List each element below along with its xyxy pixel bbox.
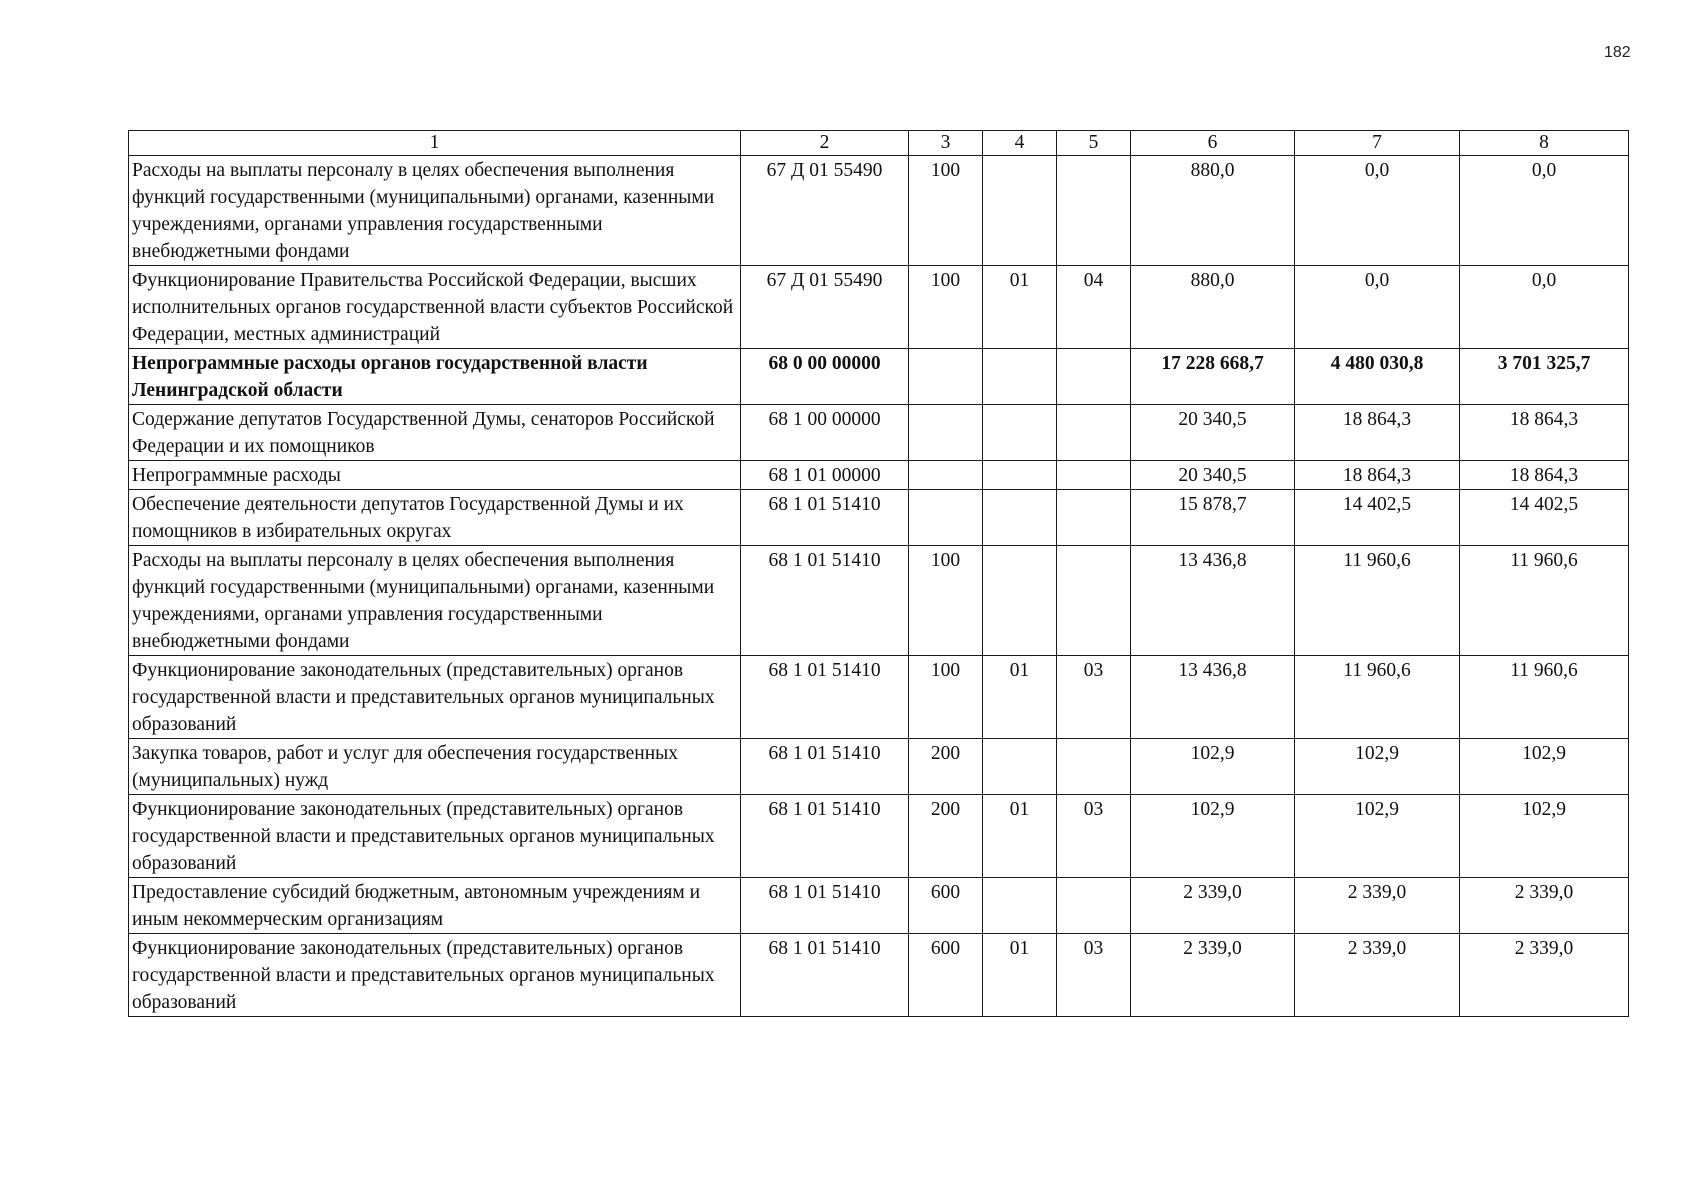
column-number-row	[129, 131, 1629, 156]
table-row	[129, 795, 1629, 878]
row-value-col8-cell: 14 402,5	[1460, 490, 1629, 546]
row-value-col8-cell: 11 960,6	[1460, 546, 1629, 656]
row-expense-type-cell	[909, 349, 983, 405]
row-value-col7-cell: 18 864,3	[1295, 461, 1460, 490]
row-name-cell: Функционирование законодательных (представительных) органов государственной власти и представительных органов муниципальных образований	[129, 934, 741, 1017]
row-value-col6-cell: 17 228 668,7	[1131, 349, 1295, 405]
row-value-col7-cell: 0,0	[1295, 156, 1460, 266]
row-expense-type-cell	[909, 405, 983, 461]
row-subsection-cell: 04	[1057, 266, 1131, 349]
row-value-col7-cell: 4 480 030,8	[1295, 349, 1460, 405]
row-expense-type-cell: 100	[909, 156, 983, 266]
row-section-cell: 01	[983, 795, 1057, 878]
row-subsection-cell	[1057, 405, 1131, 461]
row-code-cell: 68 0 00 00000	[741, 349, 909, 405]
row-name-cell: Содержание депутатов Государственной Думы, сенаторов Российской Федерации и их помощников	[129, 405, 741, 461]
column-header-6: 6	[1131, 131, 1295, 156]
row-code-cell: 68 1 01 51410	[741, 546, 909, 656]
row-value-col7-cell: 11 960,6	[1295, 546, 1460, 656]
row-value-col8-cell: 0,0	[1460, 266, 1629, 349]
row-code-cell: 68 1 01 51410	[741, 739, 909, 795]
row-section-cell	[983, 490, 1057, 546]
row-code-cell: 68 1 01 51410	[741, 934, 909, 1017]
row-name-cell: Функционирование законодательных (представительных) органов государственной власти и представительных органов муниципальных образований	[129, 795, 741, 878]
table-row	[129, 405, 1629, 461]
row-subsection-cell: 03	[1057, 656, 1131, 739]
row-value-col7-cell: 102,9	[1295, 739, 1460, 795]
row-section-cell: 01	[983, 934, 1057, 1017]
row-name-cell: Функционирование законодательных (представительных) органов государственной власти и представительных органов муниципальных образований	[129, 656, 741, 739]
row-value-col6-cell: 13 436,8	[1131, 546, 1295, 656]
row-name-cell: Обеспечение деятельности депутатов Государственной Думы и их помощников в избирательных округах	[129, 490, 741, 546]
row-section-cell	[983, 546, 1057, 656]
table-row	[129, 546, 1629, 656]
column-header-3: 3	[909, 131, 983, 156]
row-expense-type-cell: 100	[909, 266, 983, 349]
row-value-col8-cell: 2 339,0	[1460, 878, 1629, 934]
row-subsection-cell	[1057, 461, 1131, 490]
row-value-col7-cell: 0,0	[1295, 266, 1460, 349]
row-value-col8-cell: 3 701 325,7	[1460, 349, 1629, 405]
row-expense-type-cell	[909, 461, 983, 490]
table-row	[129, 878, 1629, 934]
row-expense-type-cell: 200	[909, 795, 983, 878]
row-name-cell: Функционирование Правительства Российской Федерации, высших исполнительных органов государственной власти субъектов Российской Федерации, местных администраций	[129, 266, 741, 349]
table-row	[129, 156, 1629, 266]
row-code-cell: 68 1 00 00000	[741, 405, 909, 461]
row-code-cell: 68 1 01 00000	[741, 461, 909, 490]
column-header-5: 5	[1057, 131, 1131, 156]
page-number: 182	[1604, 44, 1631, 61]
row-value-col8-cell: 2 339,0	[1460, 934, 1629, 1017]
row-value-col7-cell: 2 339,0	[1295, 878, 1460, 934]
row-value-col8-cell: 102,9	[1460, 739, 1629, 795]
row-value-col8-cell: 18 864,3	[1460, 461, 1629, 490]
row-section-cell	[983, 739, 1057, 795]
table-row	[129, 656, 1629, 739]
row-code-cell: 67 Д 01 55490	[741, 266, 909, 349]
row-code-cell: 67 Д 01 55490	[741, 156, 909, 266]
row-name-cell: Предоставление субсидий бюджетным, автономным учреждениям и иным некоммерческим организациям	[129, 878, 741, 934]
table-row	[129, 349, 1629, 405]
row-value-col6-cell: 102,9	[1131, 739, 1295, 795]
row-section-cell	[983, 349, 1057, 405]
row-section-cell	[983, 878, 1057, 934]
row-expense-type-cell	[909, 490, 983, 546]
row-expense-type-cell: 200	[909, 739, 983, 795]
row-subsection-cell	[1057, 490, 1131, 546]
column-header-8: 8	[1460, 131, 1629, 156]
row-subsection-cell	[1057, 349, 1131, 405]
row-value-col6-cell: 20 340,5	[1131, 461, 1295, 490]
row-subsection-cell	[1057, 546, 1131, 656]
row-value-col7-cell: 11 960,6	[1295, 656, 1460, 739]
row-value-col7-cell: 102,9	[1295, 795, 1460, 878]
table-row	[129, 739, 1629, 795]
row-value-col8-cell: 11 960,6	[1460, 656, 1629, 739]
row-value-col8-cell: 102,9	[1460, 795, 1629, 878]
row-name-cell: Расходы на выплаты персоналу в целях обеспечения выполнения функций государственными (муниципальными) органами, казенными учреждениями, органами управления государственными внебюджетными фондами	[129, 546, 741, 656]
row-code-cell: 68 1 01 51410	[741, 490, 909, 546]
row-code-cell: 68 1 01 51410	[741, 878, 909, 934]
row-section-cell	[983, 461, 1057, 490]
row-name-cell: Непрограммные расходы	[129, 461, 741, 490]
row-value-col6-cell: 15 878,7	[1131, 490, 1295, 546]
row-subsection-cell	[1057, 878, 1131, 934]
row-subsection-cell	[1057, 739, 1131, 795]
row-subsection-cell	[1057, 156, 1131, 266]
column-header-2: 2	[741, 131, 909, 156]
row-subsection-cell: 03	[1057, 795, 1131, 878]
column-header-4: 4	[983, 131, 1057, 156]
row-value-col6-cell: 880,0	[1131, 266, 1295, 349]
row-value-col7-cell: 14 402,5	[1295, 490, 1460, 546]
budget-table	[128, 130, 1629, 1017]
row-expense-type-cell: 600	[909, 934, 983, 1017]
row-value-col6-cell: 2 339,0	[1131, 878, 1295, 934]
row-name-cell: Закупка товаров, работ и услуг для обеспечения государственных (муниципальных) нужд	[129, 739, 741, 795]
row-section-cell	[983, 156, 1057, 266]
row-value-col6-cell: 20 340,5	[1131, 405, 1295, 461]
table-row	[129, 934, 1629, 1017]
row-code-cell: 68 1 01 51410	[741, 795, 909, 878]
row-expense-type-cell: 100	[909, 656, 983, 739]
row-value-col8-cell: 0,0	[1460, 156, 1629, 266]
row-value-col6-cell: 880,0	[1131, 156, 1295, 266]
row-value-col6-cell: 2 339,0	[1131, 934, 1295, 1017]
table-row	[129, 461, 1629, 490]
row-expense-type-cell: 600	[909, 878, 983, 934]
row-value-col7-cell: 18 864,3	[1295, 405, 1460, 461]
row-subsection-cell: 03	[1057, 934, 1131, 1017]
row-value-col7-cell: 2 339,0	[1295, 934, 1460, 1017]
row-section-cell: 01	[983, 656, 1057, 739]
row-name-cell: Непрограммные расходы органов государственной власти Ленинградской области	[129, 349, 741, 405]
row-value-col6-cell: 13 436,8	[1131, 656, 1295, 739]
column-header-1: 1	[129, 131, 741, 156]
row-code-cell: 68 1 01 51410	[741, 656, 909, 739]
row-expense-type-cell: 100	[909, 546, 983, 656]
row-section-cell: 01	[983, 266, 1057, 349]
table-row	[129, 490, 1629, 546]
row-value-col6-cell: 102,9	[1131, 795, 1295, 878]
column-header-7: 7	[1295, 131, 1460, 156]
row-name-cell: Расходы на выплаты персоналу в целях обеспечения выполнения функций государственными (муниципальными) органами, казенными учреждениями, органами управления государственными внебюджетными фондами	[129, 156, 741, 266]
row-section-cell	[983, 405, 1057, 461]
table-row	[129, 266, 1629, 349]
row-value-col8-cell: 18 864,3	[1460, 405, 1629, 461]
